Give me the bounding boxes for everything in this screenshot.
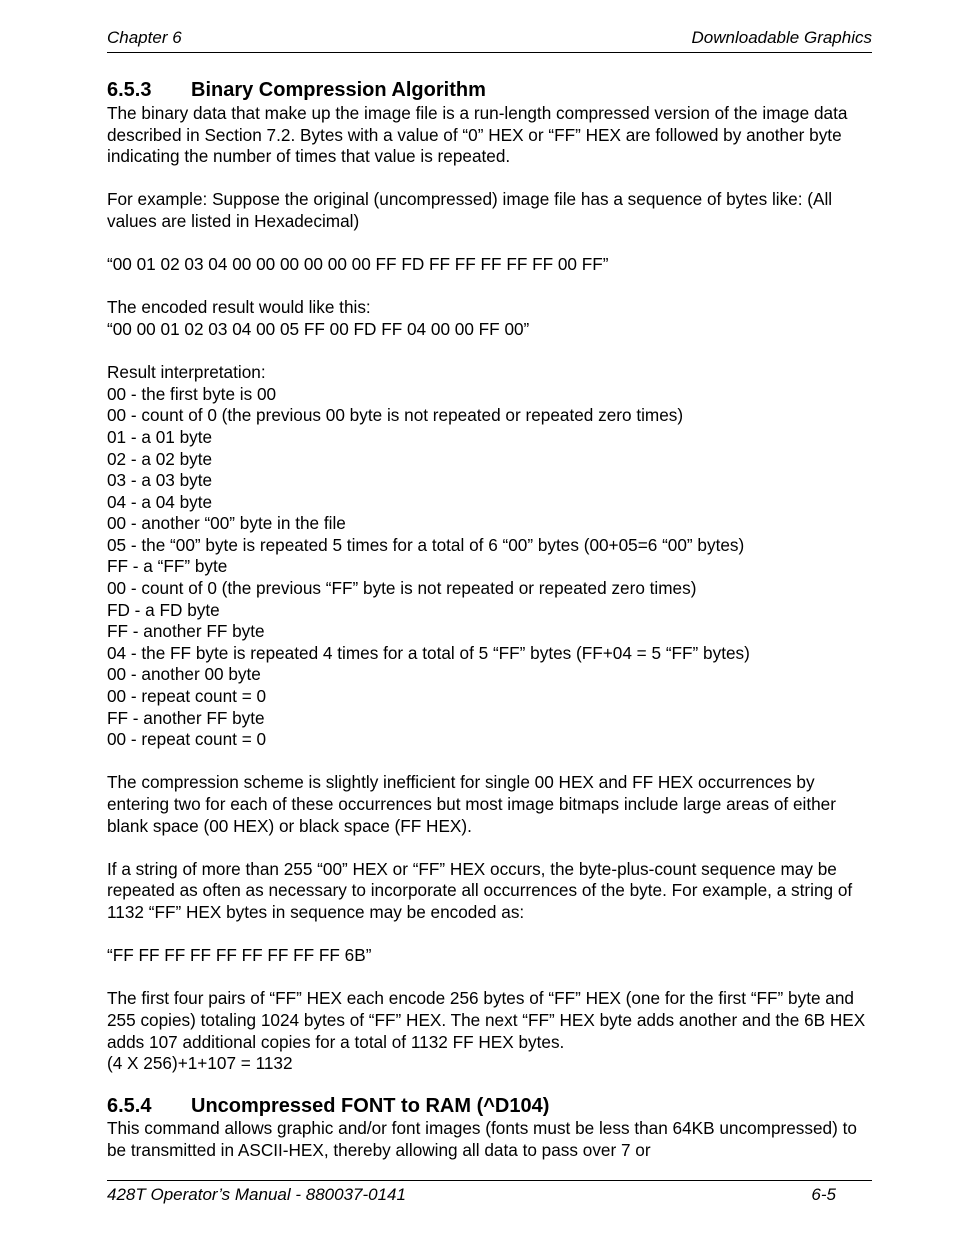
page-header xyxy=(107,26,872,53)
interpretation-line: FF - a “FF” byte xyxy=(107,556,228,577)
paragraph-intro: The binary data that make up the image file is a run-length compressed version of the image data described in Section 7.2. Bytes with a value of “0” HEX or “FF” HEX are followed by another byte indicating the number of times that value is repeated. xyxy=(107,103,848,167)
interpretation-line: FF - another FF byte xyxy=(107,707,265,728)
interpretation-line: 02 - a 02 byte xyxy=(107,448,213,469)
encoded-long-sequence: “FF FF FF FF FF FF FF FF FF 6B” xyxy=(107,945,372,966)
section-title: Uncompressed FONT to RAM (^D104) xyxy=(191,1095,550,1117)
interpretation-line: 00 - the first byte is 00 xyxy=(107,383,277,404)
paragraph-long-string: If a string of more than 255 “00” HEX or “FF” HEX occurs, the byte-plus-count sequence may be repeated as often as necessary to incorporate all occurrences of the byte. For example, a string of 1132 “FF” HEX bytes in sequence may be encoded as: xyxy=(107,858,853,922)
section-title: Binary Compression Algorithm xyxy=(191,79,486,101)
interpretation-line: FD - a FD byte xyxy=(107,599,220,620)
page-footer xyxy=(107,1180,872,1209)
interpretation-line: 05 - the “00” byte is repeated 5 times for a total of 6 “00” bytes (00+05=6 “00” bytes) xyxy=(107,534,745,555)
section-heading-6-5-4 xyxy=(107,1094,549,1118)
paragraph-inefficiency: The compression scheme is slightly inefficient for single 00 HEX and FF HEX occurrences by entering two for each of these occurrences but most image bitmaps include large areas of either blank space (00 HEX) or black space (FF HEX). xyxy=(107,772,836,836)
paragraph-example: For example: Suppose the original (uncompressed) image file has a sequence of bytes like: (All values are listed in Hexadecimal) xyxy=(107,189,833,231)
footer-manual-title: 428T Operator’s Manual - 880037-0141 xyxy=(107,1185,406,1204)
paragraph-font-to-ram: This command allows graphic and/or font images (fonts must be less than 64KB uncompressed) to be transmitted in ASCII-HEX, thereby allowing all data to pass over 7 or xyxy=(107,1118,857,1160)
formula-line: (4 X 256)+1+107 = 1132 xyxy=(107,1053,293,1074)
interpretation-line: 04 - a 04 byte xyxy=(107,491,213,512)
header-section-title: Downloadable Graphics xyxy=(691,28,872,47)
paragraph-explanation: The first four pairs of “FF” HEX each encode 256 bytes of “FF” HEX (one for the first “FF” byte and 255 copies) totaling 1024 bytes of “FF” HEX. The next “FF” HEX byte adds another and the 6B HEX adds 107 additional copies for a total of 1132 FF HEX bytes. xyxy=(107,988,866,1052)
section-number: 6.5.4 xyxy=(107,1095,152,1117)
interpretation-line: 00 - count of 0 (the previous “FF” byte is not repeated or repeated zero times) xyxy=(107,578,697,599)
interpretation-line: 01 - a 01 byte xyxy=(107,426,213,447)
interpretation-line: 00 - repeat count = 0 xyxy=(107,686,267,707)
section-body-6-5-3 xyxy=(107,103,877,1075)
interpretation-line: 00 - repeat count = 0 xyxy=(107,729,267,750)
original-sequence: “00 01 02 03 04 00 00 00 00 00 00 FF FD FF FF FF FF FF 00 FF” xyxy=(107,254,609,275)
encoded-sequence: “00 00 01 02 03 04 00 05 FF 00 FD FF 04 00 00 FF 00” xyxy=(107,318,530,339)
section-body-6-5-4 xyxy=(107,1118,877,1161)
interpretation-line: 03 - a 03 byte xyxy=(107,470,213,491)
header-chapter: Chapter 6 xyxy=(107,28,182,47)
interpretation-line: 00 - count of 0 (the previous 00 byte is not repeated or repeated zero times) xyxy=(107,405,684,426)
section-heading-6-5-3 xyxy=(107,78,486,102)
interpretation-label: Result interpretation: xyxy=(107,362,266,383)
encoded-label: The encoded result would like this: xyxy=(107,297,371,318)
section-number: 6.5.3 xyxy=(107,79,152,101)
footer-page-number: 6-5 xyxy=(811,1185,836,1204)
interpretation-line: 00 - another 00 byte xyxy=(107,664,261,685)
interpretation-line: FF - another FF byte xyxy=(107,621,265,642)
interpretation-line: 04 - the FF byte is repeated 4 times for a total of 5 “FF” bytes (FF+04 = 5 “FF” bytes) xyxy=(107,642,750,663)
interpretation-line: 00 - another “00” byte in the file xyxy=(107,513,346,534)
